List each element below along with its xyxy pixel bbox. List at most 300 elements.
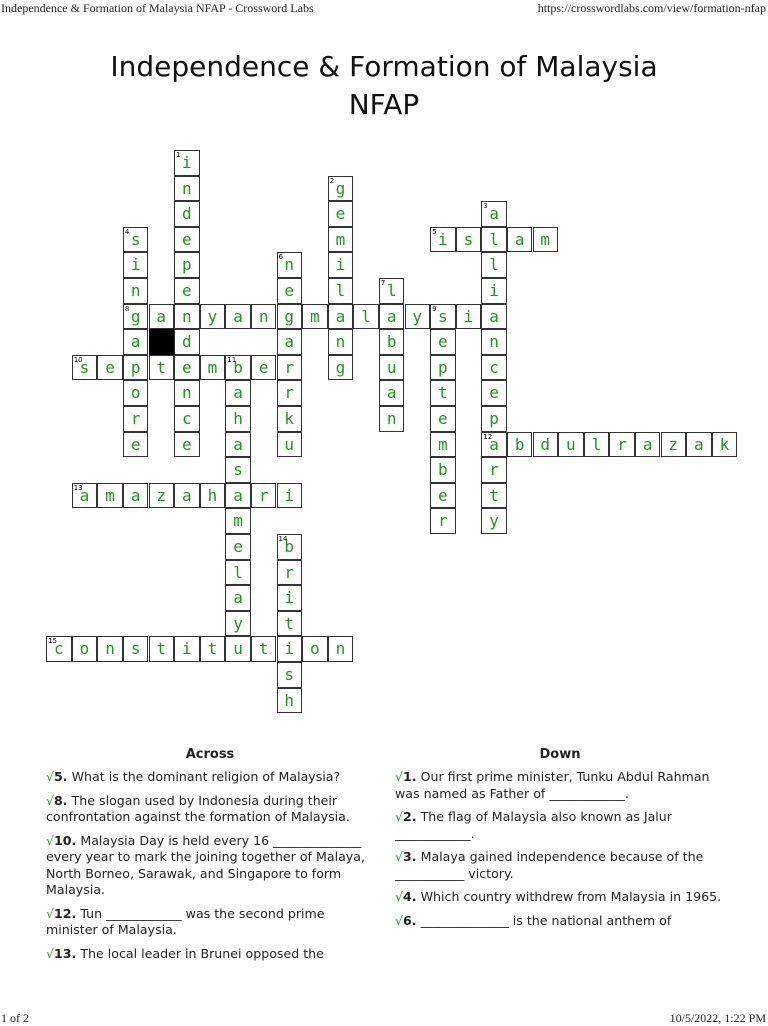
check-icon: √ [46, 792, 55, 808]
cell-letter: a [386, 383, 397, 403]
cell-letter: g [284, 306, 295, 326]
cell-letter: i [438, 229, 448, 249]
browser-tab-title: Independence & Formation of Malaysia NFAP - Crossword Labs [1, 1, 314, 15]
cell-letter: a [233, 588, 243, 608]
cell-letter: p [182, 255, 192, 275]
grid-cell[interactable] [481, 355, 507, 381]
grid-cell[interactable] [277, 534, 303, 560]
clue-number: 12 [483, 432, 493, 441]
cell-letter: r [284, 562, 295, 582]
clue-number: 6 [278, 253, 283, 262]
cell-letter: a [233, 434, 243, 454]
clue-text: Which country withdrew from Malaysia in 1965. [416, 889, 722, 904]
cell-letter: z [156, 485, 167, 505]
grid-cell[interactable] [72, 483, 98, 509]
check-icon: √ [46, 945, 55, 961]
grid-cell[interactable] [200, 636, 226, 662]
clue-number: 7 [380, 279, 386, 287]
grid-cell[interactable] [533, 227, 559, 253]
grid-cell[interactable] [430, 380, 456, 406]
grid-cell[interactable] [277, 304, 303, 330]
grid-cell[interactable] [174, 355, 200, 381]
cell-letter: y [233, 613, 243, 633]
clue-number: 12. [54, 905, 77, 921]
cell-letter: a [489, 204, 499, 224]
grid-cell[interactable] [225, 560, 251, 586]
cell-letter: r [258, 485, 269, 505]
grid-cell[interactable] [430, 355, 456, 381]
grid-cell[interactable] [174, 406, 200, 432]
clue-text: What is the dominant religion of Malaysia? [67, 769, 341, 784]
clue-number: 13 [73, 483, 83, 492]
grid-cell[interactable] [481, 201, 507, 227]
cell-letter: h [233, 409, 243, 428]
cell-letter: i [284, 588, 295, 608]
cell-letter: n [284, 255, 295, 275]
cell-letter: e [182, 281, 192, 300]
cell-letter: h [207, 485, 218, 505]
grid-cell[interactable] [174, 432, 200, 458]
grid-cell[interactable] [481, 508, 507, 534]
clue-number: 1 [176, 151, 181, 159]
cell-letter: s [233, 460, 243, 480]
cell-letter: n [386, 409, 397, 428]
grid-cell[interactable] [225, 585, 251, 611]
grid-cell[interactable] [251, 304, 277, 330]
cell-letter: t [438, 383, 448, 403]
grid-cell[interactable] [328, 227, 354, 253]
across-heading: Across [185, 747, 235, 762]
grid-cell[interactable] [46, 636, 72, 662]
cell-letter: l [335, 281, 346, 300]
grid-cell[interactable] [481, 227, 507, 253]
cell-letter: m [233, 511, 243, 531]
clue-number: 10. [54, 832, 77, 848]
grid-cell[interactable] [277, 662, 303, 688]
cell-letter: o [310, 639, 320, 659]
clue-number: 5 [432, 227, 437, 236]
grid-cell[interactable] [277, 278, 303, 304]
cell-letter: t [489, 485, 499, 505]
cell-letter: e [233, 537, 243, 556]
cell-letter: s [130, 229, 141, 249]
grid-cell[interactable] [174, 176, 200, 202]
cell-letter: r [489, 460, 499, 480]
cell-letter: e [438, 409, 448, 428]
cell-letter: a [386, 306, 397, 326]
grid-cell[interactable] [277, 611, 303, 637]
cell-letter: a [130, 332, 141, 352]
across-clue [46, 946, 374, 963]
cell-letter: e [335, 204, 346, 224]
grid-cell[interactable] [430, 457, 456, 483]
grid-cell[interactable] [123, 329, 149, 355]
clue-number: 3 [483, 202, 488, 211]
grid-cell[interactable] [277, 636, 303, 662]
cell-letter: s [130, 639, 141, 659]
grid-cell[interactable] [507, 432, 533, 458]
cell-letter: p [489, 409, 499, 428]
down-clue [395, 913, 725, 930]
cell-letter: p [438, 357, 448, 377]
cell-letter: r [130, 409, 141, 428]
grid-cell[interactable] [456, 227, 482, 253]
grid-cell[interactable] [225, 406, 251, 432]
grid-cell[interactable] [558, 432, 584, 458]
across-clue [46, 793, 374, 826]
grid-cell[interactable] [200, 304, 226, 330]
cell-letter: a [233, 485, 243, 505]
cell-letter: t [207, 639, 218, 659]
cell-letter: a [489, 434, 499, 454]
grid-cell[interactable] [97, 636, 123, 662]
cell-letter: d [182, 332, 192, 352]
grid-cell[interactable] [277, 688, 303, 714]
grid-cell[interactable] [328, 636, 354, 662]
grid-cell[interactable] [277, 329, 303, 355]
cell-letter: i [489, 281, 499, 300]
grid-cell[interactable] [251, 636, 277, 662]
grid-cell[interactable] [481, 457, 507, 483]
clue-number: 11 [227, 355, 237, 364]
grid-cell[interactable] [149, 636, 175, 662]
grid-cell[interactable] [174, 636, 200, 662]
cell-letter: a [642, 434, 653, 454]
cell-letter: e [438, 332, 448, 352]
clue-number: 8 [124, 304, 130, 313]
grid-cell[interactable] [123, 355, 149, 381]
cell-letter: y [412, 306, 423, 326]
clue-number: 10 [73, 355, 83, 364]
clue-number: 1. [403, 769, 417, 784]
cell-letter: g [335, 178, 346, 198]
cell-letter: y [207, 306, 218, 326]
clue-number: 2 [329, 176, 335, 185]
grid-cell[interactable] [430, 483, 456, 509]
grid-cell[interactable] [584, 432, 610, 458]
grid-cell[interactable] [174, 329, 200, 355]
cell-letter: l [489, 255, 499, 275]
clue-text: Malaysia Day is held every 16 ______________ every year to mark the joining together of Malaya, North Borneo, Sarawak, and Singapore to form Malaysia. [46, 832, 365, 897]
grid-cell[interactable] [430, 304, 456, 330]
grid-cell[interactable] [302, 304, 328, 330]
grid-cell[interactable] [277, 560, 303, 586]
cell-letter: d [182, 204, 192, 224]
cell-letter: m [335, 229, 346, 249]
cell-letter: n [489, 332, 499, 352]
grid-cell[interactable] [225, 380, 251, 406]
grid-cell[interactable] [507, 227, 533, 253]
cell-letter: t [284, 613, 295, 633]
clue-number: 13. [54, 945, 77, 961]
grid-cell[interactable] [481, 329, 507, 355]
grid-cell[interactable] [200, 355, 226, 381]
grid-cell[interactable] [533, 432, 559, 458]
grid-cell[interactable] [456, 304, 482, 330]
cell-letter: o [130, 383, 141, 403]
grid-cell[interactable] [328, 278, 354, 304]
clue-number: 14 [278, 535, 288, 543]
cell-letter: e [258, 357, 269, 377]
grid-cell[interactable] [72, 355, 98, 381]
grid-cell[interactable] [123, 406, 149, 432]
grid-cell[interactable] [353, 304, 379, 330]
grid-cell[interactable] [712, 432, 738, 458]
cell-letter: s [463, 229, 474, 249]
grid-cell[interactable] [123, 252, 149, 278]
grid-cell[interactable] [481, 252, 507, 278]
grid-cell[interactable] [277, 432, 303, 458]
cell-letter: c [54, 639, 64, 659]
cell-letter: i [130, 255, 141, 275]
grid-cell[interactable] [123, 278, 149, 304]
cell-letter: u [284, 434, 295, 454]
grid-cell[interactable] [635, 432, 661, 458]
across-clue-list [46, 769, 374, 962]
cell-letter: u [233, 639, 243, 659]
grid-cell[interactable] [277, 380, 303, 406]
grid-cell[interactable] [328, 201, 354, 227]
cell-letter: l [233, 562, 243, 582]
grid-cell[interactable] [225, 483, 251, 509]
grid-cell[interactable] [661, 432, 687, 458]
cell-letter: b [284, 537, 295, 556]
grid-cell[interactable] [379, 355, 405, 381]
across-clue [46, 906, 374, 939]
cell-letter: c [182, 409, 192, 428]
grid-cell[interactable] [251, 355, 277, 381]
down-clue-list [395, 769, 725, 929]
cell-letter: e [489, 383, 499, 403]
cell-letter: a [335, 306, 346, 326]
grid-cell[interactable] [686, 432, 712, 458]
cell-letter: b [438, 460, 448, 480]
cell-letter: i [182, 639, 192, 659]
cell-letter: s [79, 357, 90, 377]
cell-letter: r [617, 434, 627, 454]
cell-letter: d [540, 434, 551, 454]
grid-cell[interactable] [123, 304, 149, 330]
down-clue [395, 769, 725, 802]
grid-cell[interactable] [277, 406, 303, 432]
cell-letter: i [182, 153, 192, 172]
cell-letter: e [182, 357, 192, 377]
cell-letter: m [105, 485, 115, 505]
grid-cell[interactable] [149, 483, 175, 509]
clue-text: Malaya gained independence because of the ___________ victory. [395, 849, 704, 881]
grid-cell[interactable] [481, 304, 507, 330]
grid-cell[interactable] [430, 508, 456, 534]
grid-cell[interactable] [328, 355, 354, 381]
cell-letter: g [130, 306, 141, 326]
page-subtitle: NFAP [348, 88, 420, 121]
clue-number: 15 [48, 637, 58, 646]
cell-letter: u [566, 434, 576, 454]
grid-cell[interactable] [302, 636, 328, 662]
grid-cell[interactable] [225, 457, 251, 483]
grid-cell[interactable] [328, 304, 354, 330]
clue-number: 4. [403, 889, 417, 904]
grid-cell[interactable] [225, 534, 251, 560]
cell-letter: e [182, 434, 192, 454]
grid-cell[interactable] [225, 611, 251, 637]
grid-cell[interactable] [123, 636, 149, 662]
check-icon: √ [395, 912, 404, 928]
grid-cell[interactable] [609, 432, 635, 458]
cell-letter: z [668, 434, 679, 454]
cell-letter: n [130, 281, 141, 300]
cell-letter: i [463, 306, 474, 326]
grid-cell[interactable] [328, 329, 354, 355]
cell-letter: n [335, 639, 346, 659]
cell-letter: a [694, 434, 704, 454]
cell-letter: m [540, 229, 551, 249]
grid-cell[interactable] [277, 585, 303, 611]
grid-cell[interactable] [225, 432, 251, 458]
page-url[interactable]: https://crosswordlabs.com/view/formation-nfap [537, 1, 766, 15]
cell-letter: u [386, 357, 397, 377]
cell-letter: b [386, 332, 397, 352]
cell-letter: e [105, 357, 115, 377]
grid-cell[interactable] [174, 227, 200, 253]
check-icon: √ [46, 905, 55, 921]
cell-letter: y [489, 511, 499, 531]
clue-text: ______________ is the national anthem of [416, 912, 672, 928]
cell-letter: a [233, 383, 243, 403]
across-clues [46, 746, 374, 969]
grid-cell[interactable] [174, 380, 200, 406]
grid-cell[interactable] [251, 483, 277, 509]
cell-letter: l [386, 281, 397, 300]
grid-cell[interactable] [174, 201, 200, 227]
cell-letter: c [489, 357, 499, 377]
cell-letter: e [182, 229, 192, 249]
cell-letter: e [438, 485, 448, 505]
grid-cell[interactable] [405, 304, 431, 330]
cell-letter: m [310, 306, 320, 326]
grid-cell[interactable] [174, 304, 200, 330]
clue-number: 3. [403, 849, 417, 864]
cell-letter: a [182, 485, 192, 505]
grid-cell[interactable] [174, 278, 200, 304]
cell-letter: h [284, 690, 295, 710]
cell-letter: a [514, 229, 525, 249]
grid-cell[interactable] [481, 483, 507, 509]
cell-letter: n [182, 178, 192, 198]
cell-letter: n [182, 383, 192, 403]
grid-cell[interactable] [277, 355, 303, 381]
clue-number: 2. [403, 809, 417, 824]
down-heading: Down [539, 747, 581, 762]
grid-cell[interactable] [277, 483, 303, 509]
grid-cell[interactable] [97, 355, 123, 381]
grid-cell[interactable] [174, 150, 200, 176]
cell-letter: p [130, 357, 141, 377]
grid-cell[interactable] [481, 380, 507, 406]
cell-letter: n [258, 306, 269, 326]
down-clue [395, 849, 725, 882]
cell-letter: n [105, 639, 115, 659]
grid-cell[interactable] [328, 176, 354, 202]
cell-letter: t [258, 639, 269, 659]
cell-letter: r [284, 383, 295, 403]
grid-cell[interactable] [149, 304, 175, 330]
grid-cell[interactable] [174, 252, 200, 278]
cell-letter: n [335, 332, 346, 352]
cell-letter: k [284, 409, 295, 428]
grid-cell[interactable] [123, 380, 149, 406]
down-clue [395, 809, 725, 842]
cell-letter: e [130, 434, 141, 454]
cell-letter: a [233, 306, 243, 326]
grid-cell[interactable] [430, 227, 456, 253]
grid-cell[interactable] [481, 406, 507, 432]
grid-cell[interactable] [123, 227, 149, 253]
cell-letter: a [156, 306, 167, 326]
clue-text: Our first prime minister, Tunku Abdul Rahman was named as Father of ____________. [395, 769, 710, 801]
grid-cell[interactable] [174, 483, 200, 509]
clue-number: 8. [54, 792, 68, 808]
grid-cell[interactable] [328, 252, 354, 278]
grid-cell[interactable] [379, 329, 405, 355]
cell-letter: b [514, 434, 525, 454]
cell-letter: i [284, 639, 295, 659]
cell-letter: t [156, 639, 167, 659]
grid-cell[interactable] [97, 483, 123, 509]
cell-letter: i [284, 485, 295, 505]
cell-letter: a [284, 332, 295, 352]
cell-letter: b [233, 357, 243, 377]
grid-cell[interactable] [123, 432, 149, 458]
grid-cell[interactable] [225, 355, 251, 381]
grid-cell[interactable] [430, 406, 456, 432]
cell-letter: k [719, 434, 730, 454]
grid-cell[interactable] [379, 304, 405, 330]
down-clues [395, 746, 725, 936]
grid-cell[interactable] [225, 304, 251, 330]
cell-letter: m [438, 434, 448, 454]
clue-text: The local leader in Brunei opposed the [76, 945, 324, 961]
cell-letter: s [284, 665, 295, 684]
grid-cell[interactable] [149, 355, 175, 381]
cell-letter: r [438, 511, 448, 531]
grid-cell[interactable] [481, 278, 507, 304]
clue-text: The slogan used by Indonesia during their confrontation against the formation of Malaysia. [46, 792, 350, 824]
check-icon: √ [46, 832, 55, 848]
grid-cell[interactable] [225, 508, 251, 534]
grid-cell[interactable] [123, 483, 149, 509]
grid-cell[interactable] [430, 329, 456, 355]
grid-cell[interactable] [277, 252, 303, 278]
cell-letter: i [335, 255, 346, 275]
clue-number: 4 [124, 227, 130, 236]
cell-letter: l [591, 434, 602, 454]
grid-cell[interactable] [430, 432, 456, 458]
check-icon: √ [46, 769, 55, 784]
clue-number: 6. [403, 912, 417, 928]
cell-letter: a [130, 485, 141, 505]
across-clue [46, 833, 374, 899]
grid-cell[interactable] [379, 406, 405, 432]
grid-cell[interactable] [379, 380, 405, 406]
cell-letter: m [207, 357, 218, 377]
grid-cell[interactable] [200, 483, 226, 509]
grid-cell[interactable] [379, 278, 405, 304]
grid-cell[interactable] [225, 636, 251, 662]
grid-cell[interactable] [481, 432, 507, 458]
grid-cell[interactable] [72, 636, 98, 662]
cell-letter: e [284, 281, 295, 300]
